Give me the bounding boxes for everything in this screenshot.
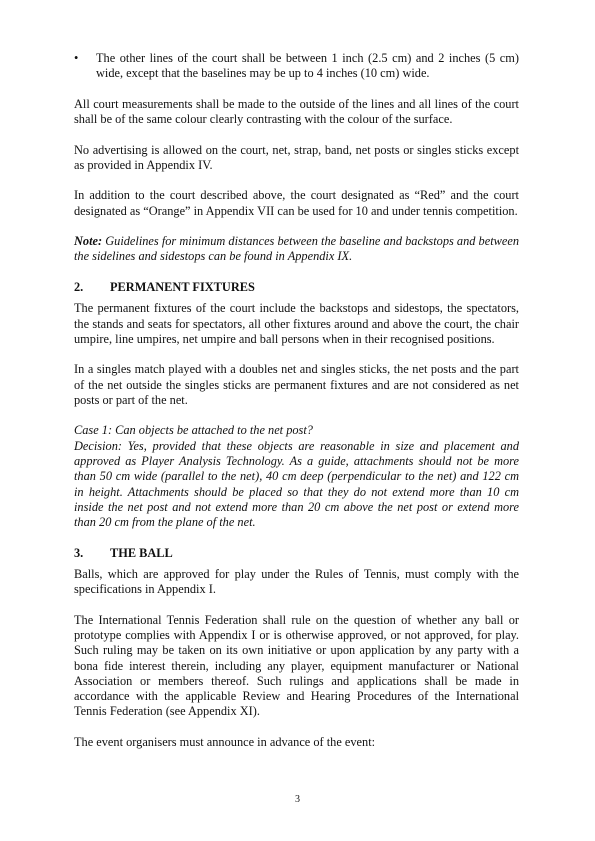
note-text: Guidelines for minimum distances between the baseline and backstops and between the sidelines and sidestops can be found in Appendix IX. <box>74 234 519 264</box>
paragraph-ball-approval: Balls, which are approved for play under the Rules of Tennis, must comply with the specifications in Appendix I. <box>74 566 519 597</box>
case-decision: Decision: Yes, provided that these objects are reasonable in size and placement and approved as Player Analysis Technology. As a guide, attachments should not be more than 50 cm wide (parallel to the net), 40 cm deep (perpendicular to the net) and 122 cm in height. Attachments should be placed so that they do not extend more than 10 cm inside the net post and not extend more than 20 cm above the net post or extend more than 20 cm from the plane of the net. <box>74 438 519 530</box>
section-heading-the-ball <box>74 546 519 561</box>
paragraph-event-organisers: The event organisers must announce in advance of the event: <box>74 734 376 749</box>
paragraph-advertising: No advertising is allowed on the court, net, strap, band, net posts or singles sticks except as provided in Appendix IV. <box>74 142 519 172</box>
document-page <box>74 51 519 765</box>
section-number: 2. <box>74 279 84 294</box>
section-title: PERMANENT FIXTURES <box>110 279 255 294</box>
bullet-item-line-widths <box>74 51 519 82</box>
paragraph-permanent-fixtures: The permanent fixtures of the court include the backstops and sidestops, the spectators, the stands and seats for spectators, all other fixtures around and above the court, the chair umpire, line umpires, net umpire and ball persons when in their recognised positions. <box>74 301 519 346</box>
section-heading-permanent-fixtures <box>74 280 519 295</box>
paragraph-measurements: All court measurements shall be made to the outside of the lines and all lines of the court shall be of the same colour clearly contrasting with the colour of the surface. <box>74 96 519 127</box>
paragraph-singles-match: In a singles match played with a doubles net and singles sticks, the net posts and the part of the net outside the singles sticks are permanent fixtures and are not considered as net posts or part of the net. <box>74 362 519 407</box>
note-label: Note: <box>74 234 103 249</box>
paragraph-itf-ruling: The International Tennis Federation shall rule on the question of whether any ball or prototype complies with Appendix I or is otherwise approved, or not approved, for play. Such ruling may be taken on its own initiative or upon application by any party with a bona fide interest therein, including any player, equipment manufacturer or National Association or members thereof. Such rulings and applications shall be made in accordance with the applicable Review and Hearing Procedures of the International Tennis Federation (see Appendix XI). <box>74 612 519 719</box>
note-paragraph <box>74 234 519 265</box>
section-title: THE BALL <box>110 545 173 560</box>
paragraph-red-orange-courts: In addition to the court described above, the court designated as “Red” and the court designated as “Orange” in Appendix VII can be used for 10 and under tennis competition. <box>74 188 519 218</box>
bullet-icon: • <box>74 51 79 65</box>
case-question: Case 1: Can objects be attached to the net post? <box>74 423 313 438</box>
section-number: 3. <box>74 545 84 560</box>
page-number: 3 <box>295 794 300 805</box>
bullet-text: The other lines of the court shall be between 1 inch (2.5 cm) and 2 inches (5 cm) wide, except that the baselines may be up to 4 inches (10 cm) wide. <box>96 51 519 81</box>
